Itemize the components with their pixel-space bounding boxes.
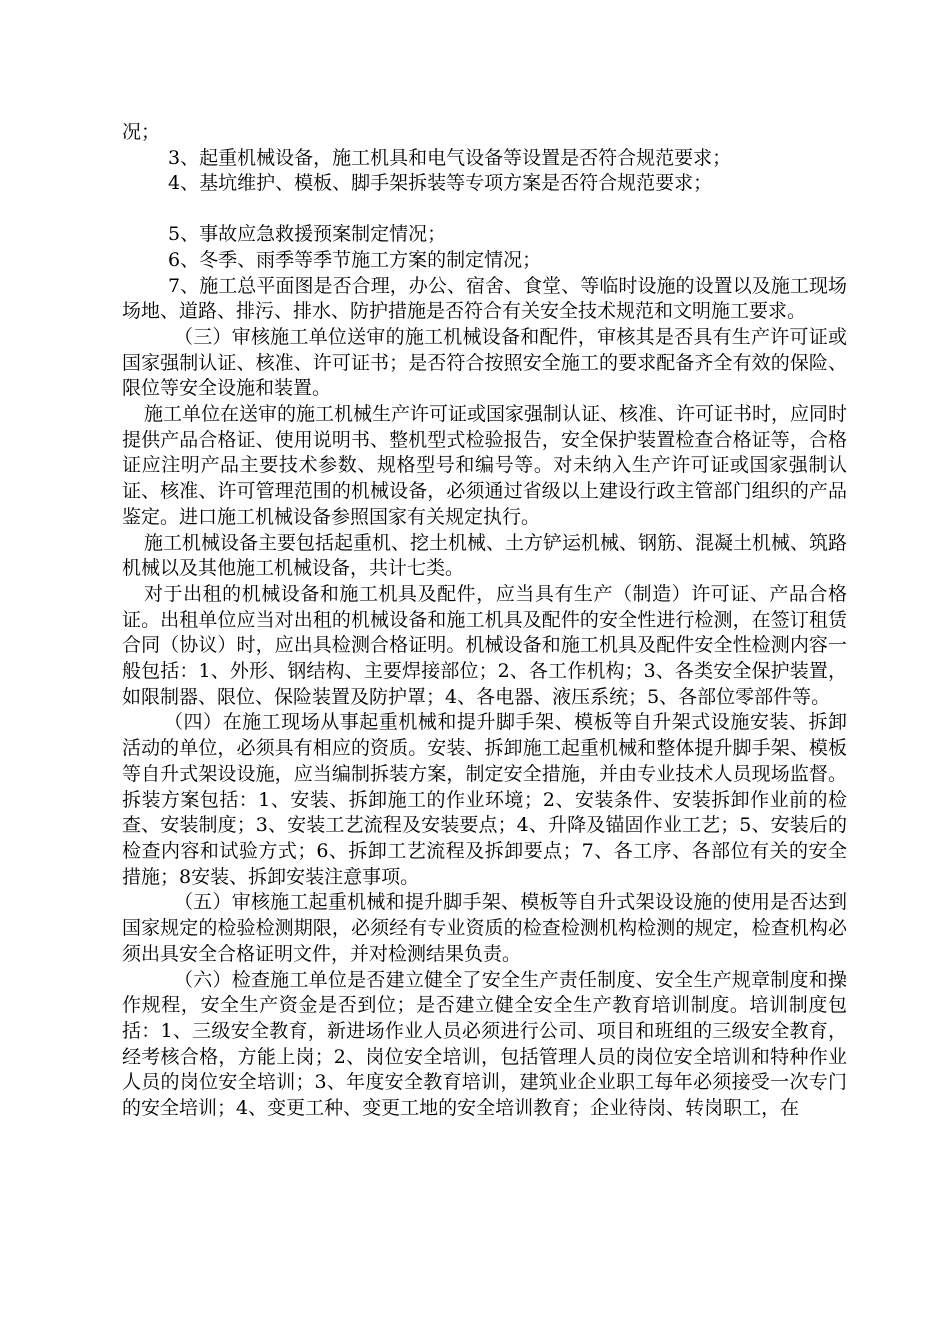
paragraph-machinery-types: 施工机械设备主要包括起重机、挖土机械、土方铲运机械、钢筋、混凝土机械、筑路机械以及其他施工机械设备，共计七类。 — [122, 531, 848, 580]
list-item-4: 4、基坑维护、模板、脚手架拆装等专项方案是否符合规范要求； — [168, 172, 713, 195]
section-three-paragraph: （三）审核施工单位送审的施工机械设备和配件，审核其是否具有生产许可证或国家强制认证、核准、许可证书；是否符合按照安全施工的要求配备齐全有效的保险、限位等安全设施和装置。 — [122, 325, 847, 400]
paragraph-rental-equipment: 对于出租的机械设备和施工机具及配件，应当具有生产（制造）许可证、产品合格证。出租单位应当对出租的机械设备和施工机具及配件的安全性进行检测，在签订租赁合同（协议）时，应出具检测合格证明。机械设备和施工机具及配件安全性检测内容一般包括：1、外形、钢结构、主要焊接部位；2、各工作机构；3、各类安全保护装置，如限制器、限位、保险装置及防护罩；4、各电器、液压系统；5、各部位零部件等。 — [122, 582, 847, 708]
section-six-paragraph: （六）检查施工单位是否建立健全了安全生产责任制度、安全生产规章制度和操作规程，安全生产资金是否到位；是否建立健全安全生产教育培训制度。培训制度包括：1、三级安全教育，新进场作业人员必须进行公司、项目和班组的三级安全教育，经考核合格，方能上岗；2、岗位安全培训，包括管理人员的岗位安全培训和特种作业人员的岗位安全培训；3、年度安全教育培训，建筑业企业职工每年必须接受一次专门的安全培训；4、变更工种、变更工地的安全培训教育；企业待岗、转岗职工，在 — [122, 968, 847, 1120]
blank-line — [122, 197, 847, 222]
document-body — [122, 120, 847, 1122]
list-item-5: 5、事故应急救援预案制定情况； — [168, 223, 447, 246]
section-four-paragraph: （四）在施工现场从事起重机械和提升脚手架、模板等自升架式设施安装、拆卸活动的单位，必须具有相应的资质。安装、拆卸施工起重机械和整体提升脚手架、模板等自升式架设设施，应当编制拆装方案，制定安全措施，并由专业技术人员现场监督。拆装方案包括：1、安装、拆卸施工的作业环境；2、安装条件、安装拆卸作业前的检查、安装制度；3、安装工艺流程及安装要点；4、升降及锚固作业工艺；5、安装后的检查内容和试验方式；6、拆卸工艺流程及拆卸要点；7、各工序、各部位有关的安全措施；8安装、拆卸安装注意事项。 — [122, 711, 847, 888]
list-item-7: 7、施工总平面图是否合理，办公、宿舍、食堂、等临时设施的设置以及施工现场场地、道路、排污、排水、防护措施是否符合有关安全技术规范和文明施工要求。 — [122, 274, 847, 323]
list-item-3: 3、起重机械设备，施工机具和电气设备等设置是否符合规范要求； — [168, 146, 732, 169]
paragraph-continuation: 况； — [122, 121, 161, 143]
list-item-6: 6、冬季、雨季等季节施工方案的制定情况； — [168, 248, 542, 271]
section-five-paragraph: （五）审核施工起重机械和提升脚手架、模板等自升式架设设施的使用是否达到国家规定的检验检测期限，必须经有专业资质的检查检测机构检测的规定，检查机构必须出具安全合格证明文件，并对检测结果负责。 — [122, 891, 847, 965]
paragraph-certificate-submission: 施工单位在送审的施工机械生产许可证或国家强制认证、核准、许可证书时，应同时提供产品合格证、使用说明书、整机型式检验报告，安全保护装置检查合格证等，合格证应注明产品主要技术参数、规格型号和编号等。对未纳入生产许可证或国家强制认证、核准、许可管理范围的机械设备，必须通过省级以上建设行政主管部门组织的产品鉴定。进口施工机械设备参照国家有关规定执行。 — [122, 403, 848, 528]
